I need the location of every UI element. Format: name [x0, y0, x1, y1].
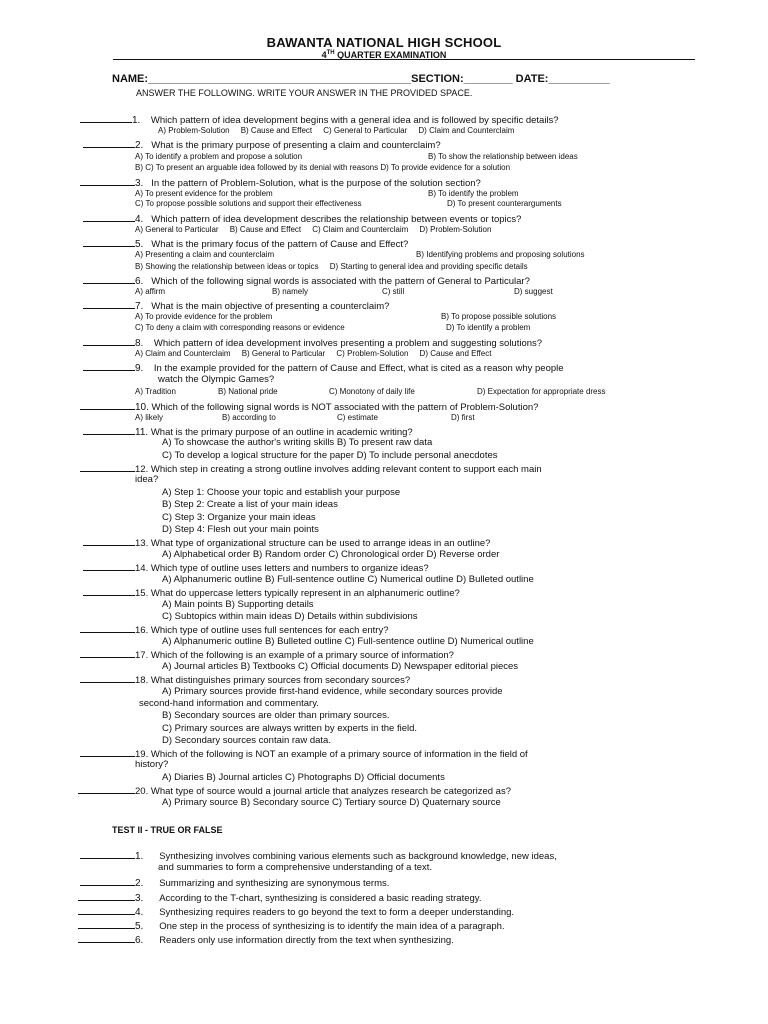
question-3: 3. In the pattern of Problem-Solution, what is the purpose of the solution section? — [80, 176, 481, 190]
question-2: 2. What is the primary purpose of presenting a claim and counterclaim? — [83, 138, 441, 152]
name-section-date-row: NAME:___________________________________________SECTION:________ DATE:__________ — [112, 73, 610, 85]
question-19: 19. Which of the following is NOT an example of a primary source of information in the field of — [80, 747, 528, 761]
answer-blank[interactable] — [83, 138, 135, 148]
question-2-option-b: B) To show the relationship between ideas — [428, 152, 578, 161]
answer-blank[interactable] — [83, 361, 135, 371]
question-20-options: A) Primary source B) Secondary source C) Tertiary source D) Quaternary source — [162, 797, 501, 808]
test-2-title: TEST II - TRUE OR FALSE — [112, 825, 223, 835]
answer-blank[interactable] — [83, 299, 135, 309]
question-16-options: A) Alphanumeric outline B) Bulleted outline C) Full-sentence outline D) Numerical outline — [162, 636, 534, 647]
question-18-option-c: C) Primary sources are always written by experts in the field. — [162, 723, 418, 734]
tf-item-6: 6. Readers only use information directly from the text when synthesizing. — [78, 933, 454, 947]
question-8-options: A) Claim and Counterclaim B) General to Particular C) Problem-Solution D) Cause and Effect — [135, 349, 492, 358]
header-divider — [113, 59, 695, 60]
question-15: 15. What do uppercase letters typically represent in an alphanumeric outline? — [83, 586, 460, 600]
question-10-option-d: D) first — [451, 413, 475, 422]
question-10-option-a: A) likely — [135, 413, 164, 422]
question-14: 14. Which type of outline uses letters and numbers to organize ideas? — [83, 561, 429, 575]
question-4-options: A) General to Particular B) Cause and Effect C) Claim and Counterclaim D) Problem-Solution — [135, 225, 492, 234]
tf-item-3: 3. According to the T-chart, synthesizing is considered a basic reading strategy. — [78, 891, 481, 905]
question-13: 13. What type of organizational structure can be used to arrange ideas in an outline? — [83, 536, 490, 550]
answer-blank[interactable] — [83, 237, 135, 247]
question-12-option-a: A) Step 1: Choose your topic and establish your purpose — [162, 487, 401, 498]
question-6-option-b: B) namely — [272, 287, 309, 296]
question-12-option-d: D) Step 4: Flesh out your main points — [162, 524, 319, 535]
question-3-option-a: A) To present evidence for the problem — [135, 189, 273, 198]
question-20: 20. What type of source would a journal article that analyzes research be categorized as? — [78, 784, 511, 798]
question-11-options-2: C) To develop a logical structure for the paper D) To include personal anecdotes — [162, 450, 498, 461]
question-11: 11. What is the primary purpose of an outline in academic writing? — [83, 425, 413, 439]
question-9-line-2: watch the Olympic Games? — [158, 374, 275, 385]
question-6-option-d: D) suggest — [514, 287, 553, 296]
answer-blank[interactable] — [80, 113, 132, 123]
question-9-option-b: B) National pride — [218, 387, 278, 396]
school-name: BAWANTA NATIONAL HIGH SCHOOL — [266, 35, 502, 50]
question-4: 4. Which pattern of idea development describes the relationship between events or topics? — [83, 212, 521, 226]
answer-blank[interactable] — [83, 274, 135, 284]
question-9-option-c: C) Monotony of daily life — [329, 387, 415, 396]
question-1: 1. Which pattern of idea development begins with a general idea and is followed by specific details? — [80, 113, 559, 127]
answer-blank[interactable] — [80, 648, 135, 658]
tf-item-2: 2. Summarizing and synthesizing are synonymous terms. — [80, 876, 389, 890]
question-18-option-a-cont: second-hand information and commentary. — [139, 698, 319, 709]
answer-blank[interactable] — [78, 919, 135, 929]
question-9: 9. In the example provided for the pattern of Cause and Effect, what is cited as a reason why people — [83, 361, 564, 375]
answer-blank[interactable] — [83, 586, 135, 596]
question-12-option-b: B) Step 2: Create a list of your main ideas — [162, 499, 338, 510]
question-5-option-b: B) Identifying problems and proposing solutions — [416, 250, 585, 259]
question-7-option-b: B) To propose possible solutions — [441, 312, 557, 321]
question-14-options: A) Alphanumeric outline B) Full-sentence outline C) Numerical outline D) Bulleted outline — [162, 574, 534, 585]
question-9-option-a: A) Tradition — [135, 387, 176, 396]
question-7: 7. What is the main objective of presenting a counterclaim? — [83, 299, 389, 313]
question-5-option-a: A) Presenting a claim and counterclaim — [135, 250, 275, 259]
question-3-option-b: B) To identify the problem — [428, 189, 519, 198]
answer-blank[interactable] — [78, 891, 135, 901]
answer-blank[interactable] — [80, 849, 135, 859]
question-5-options-cd: B) Showing the relationship between ideas or topics D) Starting to general idea and providing specific details — [135, 262, 528, 271]
answer-blank[interactable] — [83, 561, 135, 571]
answer-blank[interactable] — [80, 462, 135, 472]
question-16: 16. Which type of outline uses full sentences for each entry? — [80, 623, 389, 637]
answer-blank[interactable] — [83, 336, 135, 346]
question-12-option-c: C) Step 3: Organize your main ideas — [162, 512, 316, 523]
question-12: 12. Which step in creating a strong outline involves adding relevant content to support each main — [80, 462, 542, 476]
question-6: 6. Which of the following signal words is associated with the pattern of General to Particular? — [83, 274, 530, 288]
question-1-options: A) Problem-Solution B) Cause and Effect C) General to Particular D) Claim and Counterclaim — [158, 126, 515, 135]
question-18-option-b: B) Secondary sources are older than primary sources. — [162, 710, 390, 721]
answer-blank[interactable] — [83, 425, 135, 435]
question-19-line-2: history? — [135, 759, 169, 770]
answer-blank[interactable] — [78, 905, 135, 915]
question-2-options-cd: B) C) To present an arguable idea followed by its denial with reasons D) To provide evidence for a solution — [135, 163, 511, 172]
tf-item-1: 1. Synthesizing involves combining various elements such as background knowledge, new ideas, — [80, 849, 557, 863]
answer-blank[interactable] — [78, 784, 135, 794]
question-7-option-a: A) To provide evidence for the problem — [135, 312, 273, 321]
question-6-option-a: A) affirm — [135, 287, 166, 296]
answer-blank[interactable] — [78, 933, 135, 943]
question-2-option-a: A) To identify a problem and propose a solution — [135, 152, 303, 161]
tf-item-5: 5. One step in the process of synthesizing is to identify the main idea of a paragraph. — [78, 919, 505, 933]
question-18-option-a: A) Primary sources provide first-hand evidence, while secondary sources provide — [162, 686, 503, 697]
question-3-option-c: C) To propose possible solutions and support their effectiveness — [135, 199, 362, 208]
question-19-options: A) Diaries B) Journal articles C) Photographs D) Official documents — [162, 772, 445, 783]
question-18-option-d: D) Secondary sources contain raw data. — [162, 735, 331, 746]
question-12-line-2: idea? — [135, 474, 159, 485]
answer-blank[interactable] — [80, 400, 135, 410]
question-10: 10. Which of the following signal words is NOT associated with the pattern of Problem-Solution? — [80, 400, 538, 414]
question-7-option-c: C) To deny a claim with corresponding reasons or evidence — [135, 323, 345, 332]
question-10-option-c: C) estimate — [337, 413, 378, 422]
answer-blank[interactable] — [80, 673, 135, 683]
question-5: 5. What is the primary focus of the pattern of Cause and Effect? — [83, 237, 408, 251]
question-11-options-1: A) To showcase the author's writing skills B) To present raw data — [162, 437, 433, 448]
answer-blank[interactable] — [83, 536, 135, 546]
answer-blank[interactable] — [83, 212, 135, 222]
question-13-options: A) Alphabetical order B) Random order C) Chronological order D) Reverse order — [162, 549, 500, 560]
instructions: ANSWER THE FOLLOWING. WRITE YOUR ANSWER IN THE PROVIDED SPACE. — [136, 88, 473, 98]
question-8: 8. Which pattern of idea development involves presenting a problem and suggesting solutions? — [83, 336, 542, 350]
question-17-options: A) Journal articles B) Textbooks C) Official documents D) Newspaper editorial pieces — [162, 661, 519, 672]
question-7-option-d: D) To identify a problem — [446, 323, 531, 332]
answer-blank[interactable] — [80, 747, 135, 757]
question-6-option-c: C) still — [382, 287, 405, 296]
answer-blank[interactable] — [80, 176, 135, 186]
question-15-options-1: A) Main points B) Supporting details — [162, 599, 314, 610]
tf-item-1-line-2: and summaries to form a comprehensive understanding of a text. — [158, 862, 433, 873]
question-3-option-d: D) To present counterarguments — [447, 199, 562, 208]
question-15-options-2: C) Subtopics within main ideas D) Details within subdivisions — [162, 611, 418, 622]
question-9-option-d: D) Expectation for appropriate dress — [477, 387, 606, 396]
exam-title: 4TH QUARTER EXAMINATION — [321, 50, 447, 60]
answer-blank[interactable] — [80, 876, 135, 886]
question-10-option-b: B) according to — [222, 413, 276, 422]
question-18: 18. What distinguishes primary sources from secondary sources? — [80, 673, 410, 687]
tf-item-4: 4. Synthesizing requires readers to go beyond the text to form a deeper understanding. — [78, 905, 514, 919]
answer-blank[interactable] — [80, 623, 135, 633]
question-17: 17. Which of the following is an example of a primary source of information? — [80, 648, 454, 662]
